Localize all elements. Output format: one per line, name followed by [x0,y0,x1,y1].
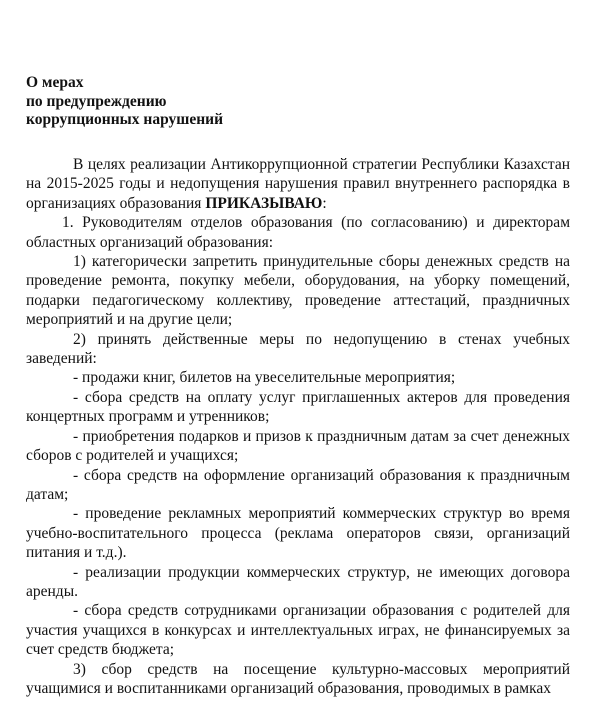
bullet-item: - сбора средств сотрудниками организации образования с родителей для участия учащихся в конкурсах и интеллектуальных играх, не финансируемых за счет средств бюджета; [26,602,570,659]
subitem-3: 3) сбор средств на посещение культурно-массовых мероприятий учащимися и воспитанниками организаций образования, проводимых в рамках [26,660,570,697]
intro-paragraph [26,155,570,213]
bullet-item: - приобретения подарков и призов к праздничным датам за счет денежных сборов с родителей и учащихся; [26,427,570,465]
bullet-item: - продажи книг, билетов на увеселительные мероприятия; [73,369,456,387]
subitem-2: 2) принять действенные меры по недопущению в стенах учебных заведений: [26,330,570,368]
document-title [26,74,223,130]
bullet-item: - сбора средств на оплату услуг приглашенных актеров для проведения концертных программ и утренников; [26,388,570,426]
bullet-item: - реализации продукции коммерческих структур, не имеющих договора аренды. [26,563,570,600]
title-line-3: коррупционных нарушений [26,111,223,128]
subitem-1: 1) категорически запретить принудительные сборы денежных средств на проведение ремонта, покупку мебели, оборудования, на уборку помещений, подарки педагогическому коллективу, проведение аттестаций, праздничных мероприятий и на другие цели; [26,253,570,329]
intro-text: В целях реализации Антикоррупционной стратегии Республики Казахстан на 2015-2025 годы и недопущения нарушения правил внутреннего распорядка в организациях образования [26,156,570,212]
bullet-item: - сбора средств на оформление организаций образования к праздничным датам; [26,466,570,503]
order-colon: : [322,194,327,212]
item-1: 1. Руководителям отделов образования (по согласованию) и директорам областных организаций образования: [26,214,570,251]
title-line-1: О мерах [26,74,84,91]
order-word: ПРИКАЗЫВАЮ [205,194,323,212]
document-body [26,155,570,698]
bullet-item: - проведение рекламных мероприятий коммерческих структур во время учебно-воспитательного процесса (реклама операторов связи, организаций питания и т.д.). [26,505,570,562]
title-line-2: по предупреждению [26,92,167,110]
